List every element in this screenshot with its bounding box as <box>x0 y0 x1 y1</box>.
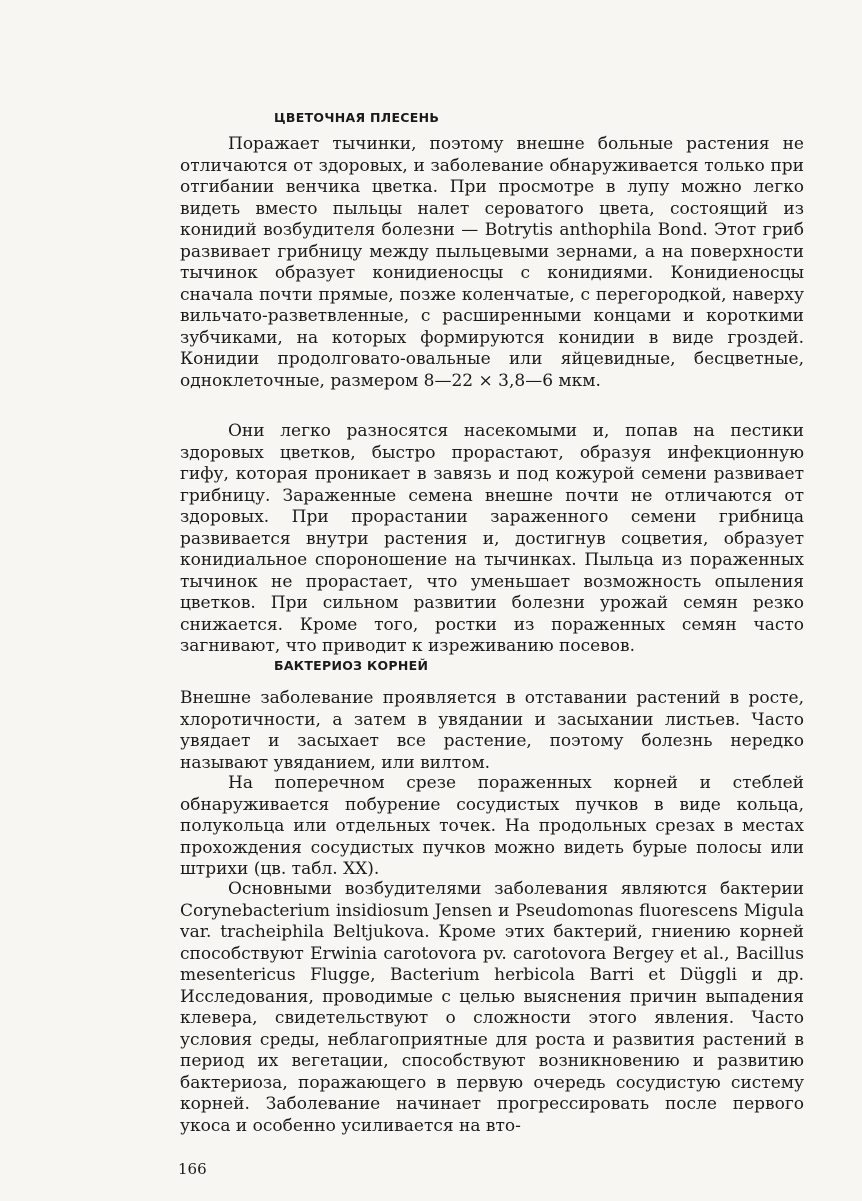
paragraph: Поражает тычинки, поэтому внешне больные растения не отличаются от здоровых, и заболевание обнаруживается только при отгибании венчика цветка. При просмотре в лупу можно легко видеть вместо пыльцы налет сероватого цвета, состоящий из конидий возбудителя болезни — Botrytis anthophila Bond. Этот гриб развивает грибницу между пыльцевыми зернами, а на поверхности тычинок образует конидиеносцы с конидиями. Конидиеносцы сначала почти прямые, позже коленчатые, с перегородкой, наверху вильчато-разветвленные, с расширенными концами и короткими зубчиками, на которых формируются конидии в виде гроздей. Конидии продолговато-овальные или яйцевидные, бесцветные, одноклеточные, размером 8—22 × 3,8—6 мкм. <box>180 134 804 391</box>
paragraph: Они легко разносятся насекомыми и, попав на пестики здоровых цветков, быстро прорастают, образуя инфекционную гифу, которая проникает в завязь и под кожурой семени развивает грибницу. Зараженные семена внешне почти не отличаются от здоровых. При прорастании зараженного семени грибница развивается внутри растения и, достигнув соцветия, образует конидиальное спороношение на тычинках. Пыльца из пораженных тычинок не прорастает, что уменьшает возможность опыления цветков. При сильном развитии болезни урожай семян резко снижается. Кроме того, ростки из пораженных семян часто загнивают, что приводит к изреживанию посевов. <box>180 421 804 656</box>
section-heading-root-bacteriosis: БАКТЕРИОЗ КОРНЕЙ <box>274 658 429 673</box>
section-heading-flower-mold: ЦВЕТОЧНАЯ ПЛЕСЕНЬ <box>274 110 440 125</box>
book-page <box>180 0 804 1201</box>
page-number: 166 <box>178 1160 207 1178</box>
paragraph: Внешне заболевание проявляется в отставании растений в росте, хлоротичности, а затем в увядании и засыхании листьев. Часто увядает и засыхает все растение, поэтому болезнь нередко называют увяданием, или вилтом. <box>180 688 804 773</box>
paragraph: На поперечном срезе пораженных корней и стеблей обнаруживается побурение сосудистых пучков в виде кольца, полукольца или отдельных точек. На продольных срезах в местах прохождения сосудистых пучков можно видеть бурые полосы или штрихи (цв. табл. XX). <box>180 773 804 879</box>
paragraph: Основными возбудителями заболевания являются бактерии Corynebacterium insidiosum Jensen и Pseudomonas fluorescens Migula var. tracheiphila Beltjukova. Кроме этих бактерий, гниению корней способствуют Erwinia carotovora pv. carotovora Bergey et al., Bacillus mesentericus Flugge, Bacterium herbicola Barri et Düggli и др. Исследования, проводимые с целью выяснения причин выпадения клевера, свидетельствуют о сложности этого явления. Часто условия среды, неблагоприятные для роста и развития растений в период их вегетации, способствуют возникновению и развитию бактериоза, поражающего в первую очередь сосудистую систему корней. Заболевание начинает прогрессировать после первого укоса и особенно усиливается на вто- <box>180 879 804 1136</box>
